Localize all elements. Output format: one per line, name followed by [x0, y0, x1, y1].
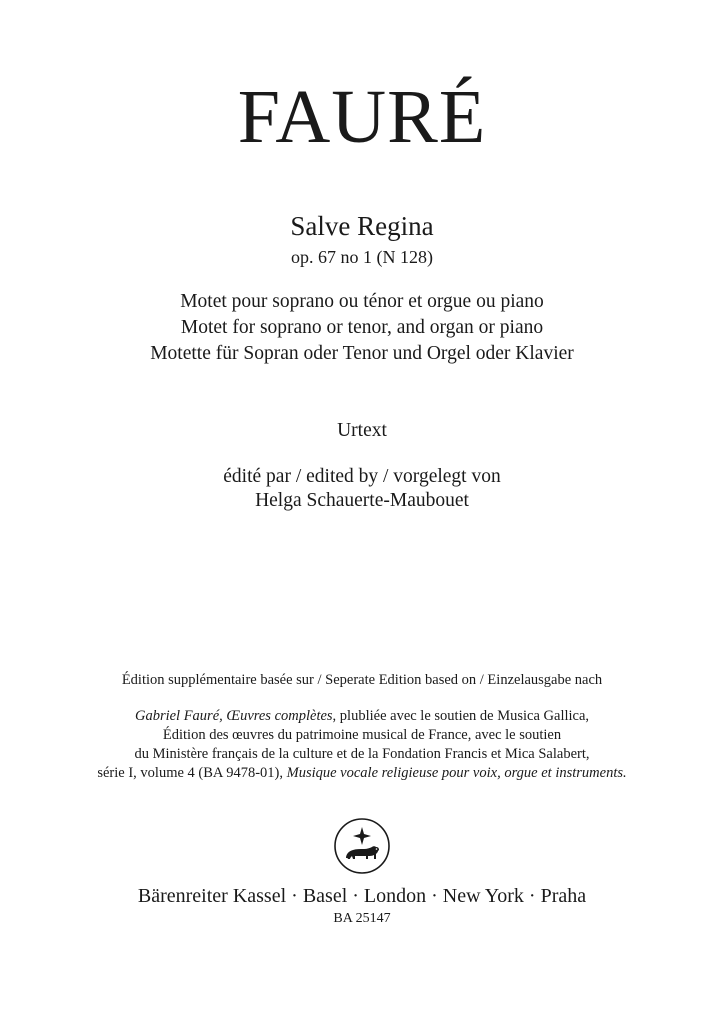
subtitle-german: Motette für Sopran oder Tenor und Orgel oder Klavier	[150, 343, 574, 364]
opus-number: op. 67 no 1 (N 128)	[291, 247, 433, 267]
urtext-label: Urtext	[337, 420, 387, 441]
source-line-2: Édition des œuvres du patrimoine musical de France, avec le soutien	[162, 727, 562, 743]
editor-name: Helga Schauerte-Maubouet	[255, 490, 469, 511]
editor-label: édité par / edited by / vorgelegt von	[223, 466, 501, 487]
subtitle-french: Motet pour soprano ou ténor et orgue ou piano	[180, 291, 544, 312]
source-line-1-italic: Gabriel Fauré, Œuvres complètes	[134, 708, 333, 724]
source-line-3: du Ministère français de la culture et de la Fondation Francis et Mica Salabert,	[134, 746, 590, 762]
subtitle-english: Motet for soprano or tenor, and organ or piano	[180, 317, 544, 338]
source-line-4-plain: série I, volume 4 (BA 9478-01),	[97, 765, 287, 781]
composer-name: FAURÉ	[237, 75, 487, 159]
source-line-4	[0, 763, 724, 783]
catalog-number: BA 25147	[333, 911, 391, 926]
baerenreiter-bear-star-logo-icon	[333, 817, 391, 875]
edition-based-on: Édition supplémentaire basée sur / Seperate Edition based on / Einzelausgabe nach	[121, 672, 603, 688]
source-line-1	[0, 706, 724, 726]
publisher-cities: Bärenreiter Kassel · Basel · London · New York · Praha	[137, 885, 587, 907]
source-line-1-rest: , plubliée avec le soutien de Musica Gallica,	[332, 708, 590, 724]
source-line-4-italic: Musique vocale religieuse pour voix, orgue et instruments.	[286, 765, 627, 781]
work-title: Salve Regina	[290, 211, 434, 241]
